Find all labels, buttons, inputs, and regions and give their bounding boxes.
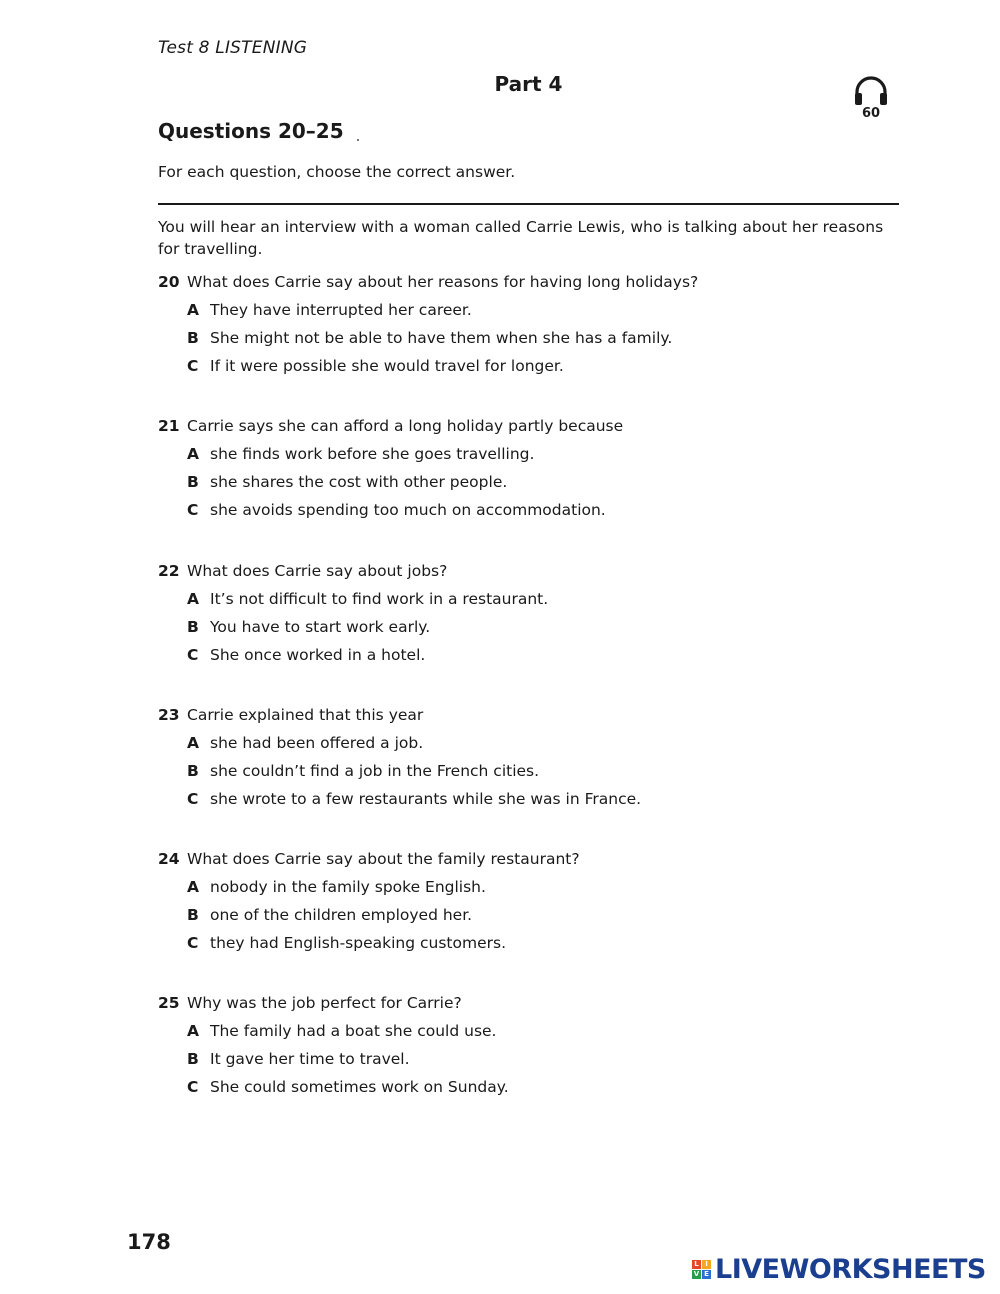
logo-letter: L xyxy=(692,1260,701,1269)
question-number: 20 xyxy=(158,273,180,291)
logo-letter: V xyxy=(693,1269,700,1278)
option-letter: B xyxy=(187,329,199,347)
option-b[interactable] xyxy=(187,618,898,646)
option-text: She once worked in a hotel. xyxy=(210,646,426,664)
question-23 xyxy=(158,706,898,818)
option-text: they had English-speaking customers. xyxy=(210,934,506,952)
option-a[interactable] xyxy=(187,445,898,473)
question-number: 24 xyxy=(158,850,180,868)
liveworksheets-logo-icon xyxy=(692,1260,711,1279)
question-number: 22 xyxy=(158,562,180,580)
option-b[interactable] xyxy=(187,1050,898,1078)
option-c[interactable] xyxy=(187,501,898,529)
question-24 xyxy=(158,850,898,962)
option-a[interactable] xyxy=(187,301,898,329)
option-text: It gave her time to travel. xyxy=(210,1050,410,1068)
question-number: 21 xyxy=(158,417,180,435)
option-b[interactable] xyxy=(187,473,898,501)
option-letter: B xyxy=(187,906,199,924)
option-letter: A xyxy=(187,301,199,319)
option-text: She might not be able to have them when she has a family. xyxy=(210,329,673,347)
option-b[interactable] xyxy=(187,906,898,934)
question-text: What does Carrie say about her reasons for having long holidays? xyxy=(187,273,699,291)
option-a[interactable] xyxy=(187,590,898,618)
option-a[interactable] xyxy=(187,734,898,762)
question-25 xyxy=(158,994,898,1106)
option-text: she wrote to a few restaurants while she was in France. xyxy=(210,790,642,808)
option-c[interactable] xyxy=(187,646,898,674)
question-text: Carrie says she can afford a long holiday partly because xyxy=(187,417,624,435)
question-number: 23 xyxy=(158,706,180,724)
question-number: 25 xyxy=(158,994,180,1012)
question-text: What does Carrie say about the family restaurant? xyxy=(187,850,580,868)
option-a[interactable] xyxy=(187,1022,898,1050)
option-text: If it were possible she would travel for longer. xyxy=(210,357,564,375)
option-letter: B xyxy=(187,473,199,491)
option-letter: C xyxy=(187,646,199,664)
logo-letter: E xyxy=(702,1270,711,1279)
option-c[interactable] xyxy=(187,790,898,818)
option-text: She could sometimes work on Sunday. xyxy=(210,1078,509,1096)
intro-text: You will hear an interview with a woman called Carrie Lewis, who is talking about her reasons for travelling. xyxy=(158,218,884,258)
option-letter: A xyxy=(187,590,199,608)
option-text: she couldn’t find a job in the French cities. xyxy=(210,762,540,780)
option-letter: C xyxy=(187,790,199,808)
track-number: 60 xyxy=(861,106,881,121)
option-text: nobody in the family spoke English. xyxy=(210,878,486,896)
option-letter: B xyxy=(187,762,199,780)
question-text: Carrie explained that this year xyxy=(187,706,424,724)
option-letter: C xyxy=(187,1078,199,1096)
option-letter: A xyxy=(187,1022,199,1040)
option-text: she shares the cost with other people. xyxy=(210,473,508,491)
option-letter: C xyxy=(187,934,199,952)
logo-letter: I xyxy=(702,1260,711,1269)
option-b[interactable] xyxy=(187,329,898,357)
stray-mark xyxy=(357,139,359,141)
option-letter: B xyxy=(187,1050,199,1068)
questions-heading: Questions 20–25 xyxy=(158,119,344,143)
page-number: 178 xyxy=(127,1230,171,1254)
question-text: Why was the job perfect for Carrie? xyxy=(187,994,462,1012)
option-text: she avoids spending too much on accommodation. xyxy=(210,501,606,519)
option-b[interactable] xyxy=(187,762,898,790)
option-c[interactable] xyxy=(187,934,898,962)
question-22 xyxy=(158,562,898,674)
option-text: one of the children employed her. xyxy=(210,906,473,924)
option-c[interactable] xyxy=(187,357,898,385)
option-letter: C xyxy=(187,501,199,519)
divider xyxy=(158,203,899,205)
option-text: They have interrupted her career. xyxy=(210,301,472,319)
option-c[interactable] xyxy=(187,1078,898,1106)
option-letter: B xyxy=(187,618,199,636)
option-text: The family had a boat she could use. xyxy=(210,1022,497,1040)
question-20 xyxy=(158,273,898,385)
option-letter: A xyxy=(187,878,199,896)
option-letter: A xyxy=(187,734,199,752)
question-21 xyxy=(158,417,898,529)
brand-name: LIVEWORKSHEETS xyxy=(715,1253,986,1285)
option-text: You have to start work early. xyxy=(210,618,431,636)
part-title: Part 4 xyxy=(494,72,563,96)
option-text: she had been offered a job. xyxy=(210,734,424,752)
option-text: It’s not difficult to find work in a restaurant. xyxy=(210,590,549,608)
test-label: Test 8 LISTENING xyxy=(158,38,308,58)
option-letter: A xyxy=(187,445,199,463)
option-letter: C xyxy=(187,357,199,375)
question-text: What does Carrie say about jobs? xyxy=(187,562,448,580)
instructions: For each question, choose the correct answer. xyxy=(158,163,516,181)
option-text: she finds work before she goes travelling. xyxy=(210,445,535,463)
option-a[interactable] xyxy=(187,878,898,906)
liveworksheets-brand[interactable] xyxy=(692,1252,986,1286)
